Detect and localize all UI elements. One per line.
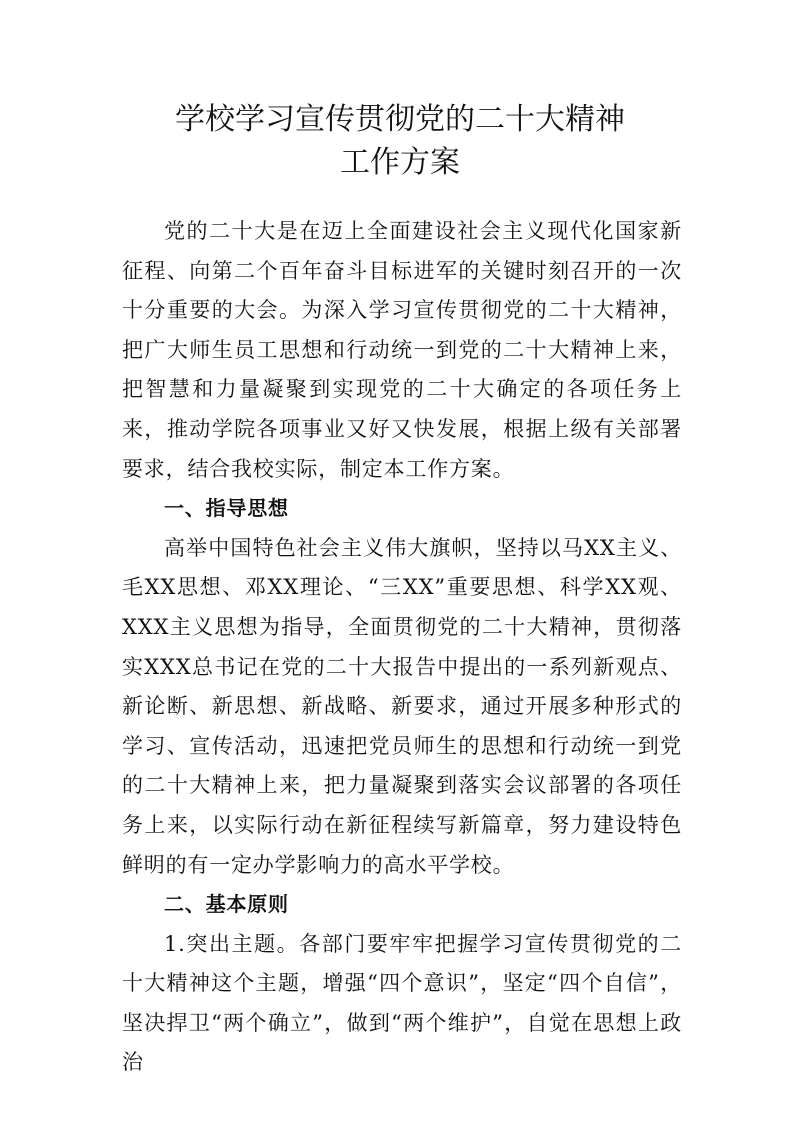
document-title-line-1: 学校学习宣传贯彻党的二十大精神	[175, 102, 625, 137]
document-title-line-2: 工作方案	[340, 145, 460, 180]
intro-paragraph: 党的二十大是在迈上全面建设社会主义现代化国家新征程、向第二个百年奋斗目标进军的关键时刻召开的一次十分重要的大会。为深入学习宣传贯彻党的二十大精神，把广大师生员工思想和行动统一到党的二十大精神上来，把智慧和力量凝聚到实现党的二十大确定的各项任务上来，推动学院各项事业又好又快发展，根据上级有关部署要求，结合我校实际，制定本工作方案。	[122, 219, 682, 481]
section-heading-basic-principles: 二、基本原则	[164, 892, 289, 917]
principle-item-1: 1.突出主题。各部门要牢牢把握学习宣传贯彻党的二十大精神这个主题，增强“四个意识”，坚定“四个自信”，坚决捍卫“两个确立”，做到“两个维护”，自觉在思想上政治	[122, 931, 682, 1075]
guiding-ideology-paragraph: 高举中国特色社会主义伟大旗帜，坚持以马XX主义、毛XX思想、邓XX理论、“三XX”重要思想、科学XX观、XXX主义思想为指导，全面贯彻党的二十大精神，贯彻落实XXX总书记在党的二十大报告中提出的一系列新观点、新论断、新思想、新战略、新要求，通过开展多种形式的学习、宣传活动，迅速把党员师生的思想和行动统一到党的二十大精神上来，把力量凝聚到落实会议部署的各项任务上来，以实际行动在新征程续写新篇章，努力建设特色鲜明的有一定办学影响力的高水平学校。	[122, 535, 682, 877]
section-heading-guiding-ideology: 一、指导思想	[164, 496, 289, 521]
document-body	[122, 212, 682, 1083]
